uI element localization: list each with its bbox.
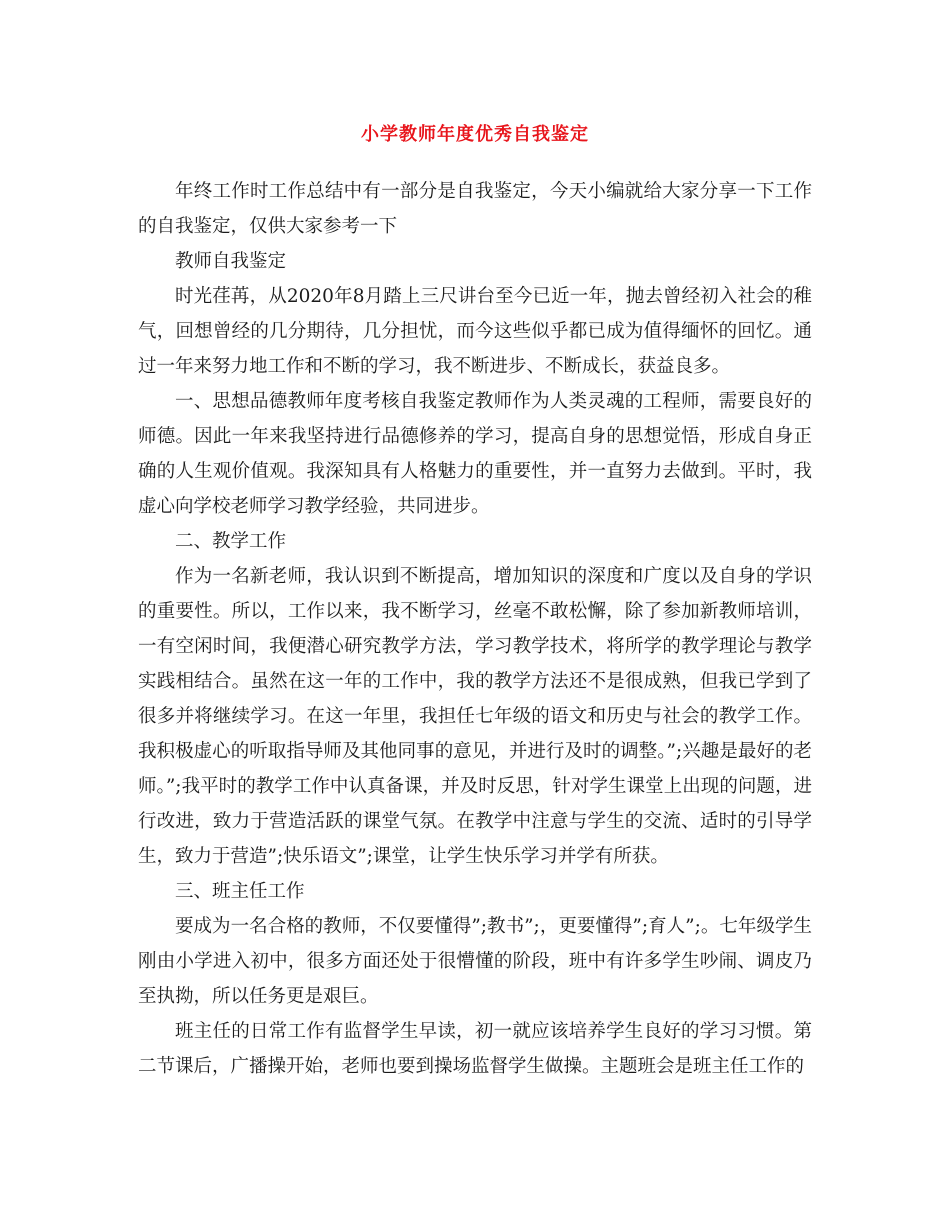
paragraph-subheading: 教师自我鉴定: [175, 251, 287, 272]
paragraph-section-one: 一、思想品德教师年度考核自我鉴定教师作为人类灵魂的工程师，需要良好的师德。因此一年来我坚持进行品德修养的学习，提高自身的思想觉悟，形成自身正确的人生观价值观。我深知具有人格魅力的重要性，并一直努力去做到。平时，我虚心向学校老师学习教学经验，共同进步。: [138, 391, 812, 517]
paragraph-intro: 年终工作时工作总结中有一部分是自我鉴定，今天小编就给大家分享一下工作的自我鉴定，仅供大家参考一下: [138, 181, 812, 237]
document-body: [138, 174, 812, 1084]
paragraph-class-teacher: 要成为一名合格的教师，不仅要懂得”;教书”;，更要懂得”;育人”;。七年级学生刚由小学进入初中，很多方面还处于很懵懂的阶段，班中有许多学生吵闹、调皮乃至执拗，所以任务更是艰巨。: [138, 916, 812, 1007]
paragraph-teaching: 作为一名新老师，我认识到不断提高，增加知识的深度和广度以及自身的学识的重要性。所以，工作以来，我不断学习，丝毫不敢松懈，除了参加新教师培训，一有空闲时间，我便潜心研究教学方法，学习教学技术，将所学的教学理论与教学实践相结合。虽然在这一年的工作中，我的教学方法还不是很成熟，但我已学到了很多并将继续学习。在这一年里，我担任七年级的语文和历史与社会的教学工作。我积极虚心的听取指导师及其他同事的意见，并进行及时的调整。”;兴趣是最好的老师。”;我平时的教学工作中认真备课，并及时反思，针对学生课堂上出现的问题，进行改进，致力于营造活跃的课堂气氛。在教学中注意与学生的交流、适时的引导学生，致力于营造”;快乐语文”;课堂，让学生快乐学习并学有所获。: [138, 566, 812, 867]
section-heading-teaching: 二、教学工作: [175, 531, 287, 552]
paragraph-time: 时光荏苒，从2020年8月踏上三尺讲台至今已近一年，抛去曾经初入社会的稚气，回想曾经的几分期待，几分担忧，而今这些似乎都已成为值得缅怀的回忆。通过一年来努力地工作和不断的学习，我不断进步、不断成长，获益良多。: [138, 286, 812, 377]
section-heading-class-teacher: 三、班主任工作: [175, 881, 305, 902]
paragraph-daily-work: 班主任的日常工作有监督学生早读，初一就应该培养学生良好的学习习惯。第二节课后，广播操开始，老师也要到操场监督学生做操。主题班会是班主任工作的: [138, 1021, 812, 1077]
document-title: 小学教师年度优秀自我鉴定: [361, 124, 589, 145]
